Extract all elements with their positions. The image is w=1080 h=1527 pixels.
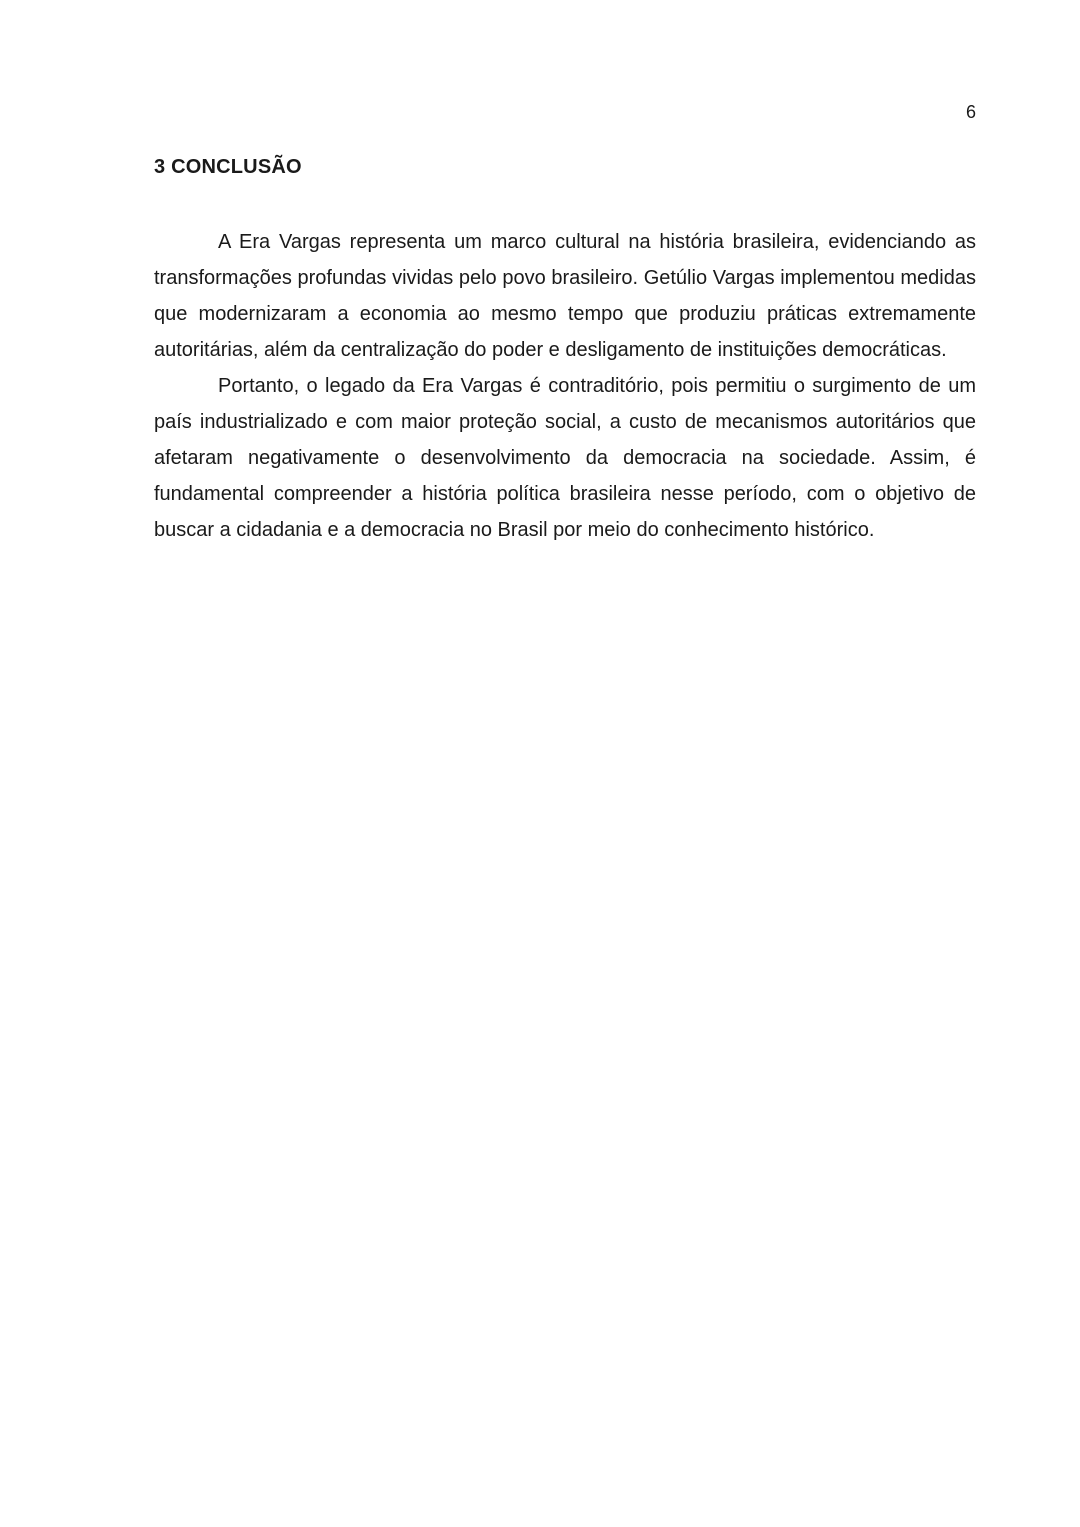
paragraph-2: Portanto, o legado da Era Vargas é contraditório, pois permitiu o surgimento de um país industrializado e com maior proteção social, a custo de mecanismos autoritários que afetaram negativamente o desenvolvimento da democracia na sociedade. Assim, é fundamental compreender a história política brasileira nesse período, com o objetivo de buscar a cidadania e a democracia no Brasil por meio do conhecimento histórico. — [154, 375, 976, 541]
page-number: 6 — [965, 102, 976, 122]
section-title: 3 CONCLUSÃO — [154, 156, 302, 178]
conclusion-body — [154, 224, 976, 548]
paragraph-1: A Era Vargas representa um marco cultural na história brasileira, evidenciando as transformações profundas vividas pelo povo brasileiro. Getúlio Vargas implementou medidas que modernizaram a economia ao mesmo tempo que produziu práticas extremamente autoritárias, além da centralização do poder e desligamento de instituições democráticas. — [154, 231, 976, 361]
